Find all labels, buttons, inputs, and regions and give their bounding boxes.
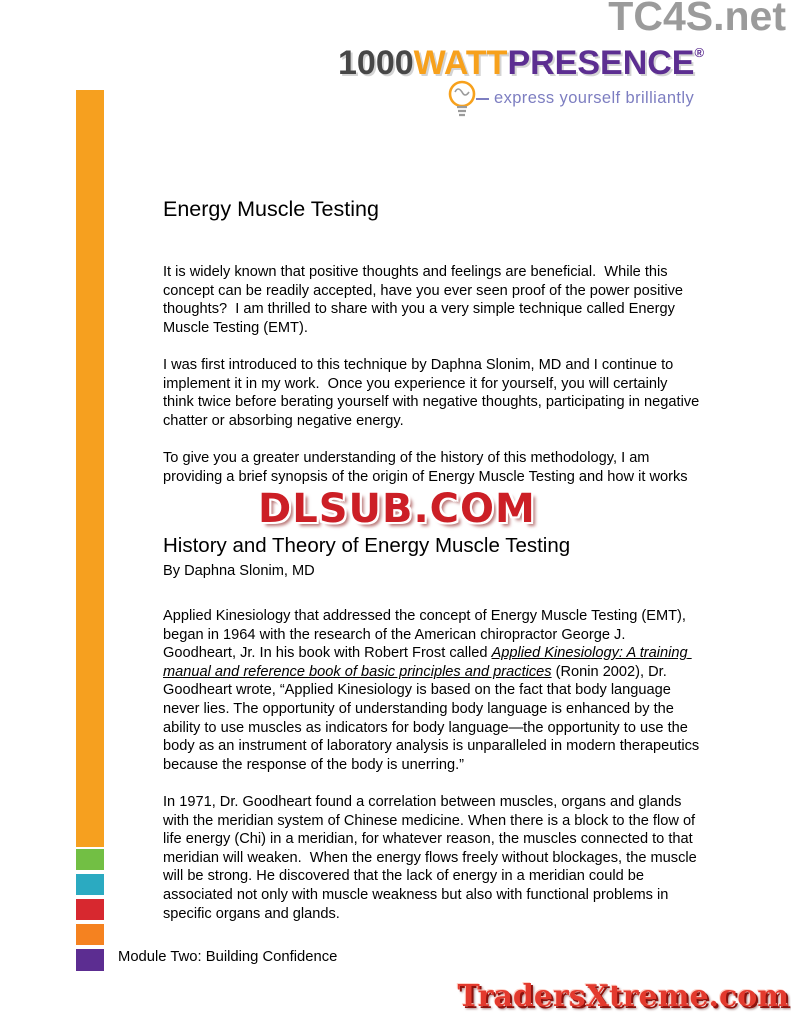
paragraph-intro: It is widely known that positive thoughts and feelings are beneficial. While this concept can be readily accepted, have you ever seen proof of the power positive thoughts? I am thrilled to share with you a very simple technique called Energy Muscle Testing (EMT). bbox=[163, 264, 688, 336]
paragraph-meridians: In 1971, Dr. Goodheart found a correlation between muscles, organs and glands with the meridian system of Chinese medicine. When there is a block to the flow of life energy (Chi) in a meridian, for whatever reason, the muscles connected to that meridian will weaken. When the energy flows freely without blockages, the muscle will be strong. He discovered that the lack of energy in a meridian could be associated not only with muscle weakness but also with functional problems in specific organs and glands. bbox=[163, 794, 701, 922]
sidebar-segment-teal bbox=[76, 874, 104, 895]
paragraph-text-before-book: Applied Kinesiology that addressed the concept of Energy Muscle Testing (EMT), began in 1964 with the research of the American chiropractor George J. Goodheart, Jr. In his book with Robert Frost called bbox=[163, 608, 691, 662]
dlsub-watermark: DLSUB.COM bbox=[258, 486, 536, 532]
page-title: Energy Muscle Testing bbox=[163, 197, 379, 221]
logo-wordmark bbox=[338, 46, 713, 80]
lightbulb-icon bbox=[444, 79, 480, 121]
registered-trademark-symbol: ® bbox=[694, 45, 705, 60]
book-title: Applied Kinesiology: A training manual and reference book of basic principles and practices bbox=[163, 645, 692, 680]
section-title: History and Theory of Energy Muscle Testing bbox=[163, 534, 571, 557]
byline: By Daphna Slonim, MD bbox=[163, 563, 315, 579]
tagline-dash bbox=[476, 98, 489, 100]
tc4s-watermark: TC4S.net bbox=[608, 0, 786, 39]
sidebar-segment-green bbox=[76, 849, 104, 870]
logo-1000watt-presence bbox=[338, 46, 713, 120]
logo-tagline: express yourself brilliantly bbox=[494, 89, 695, 107]
paragraph-history-intro: To give you a greater understanding of the history of this methodology, I am providing a brief synopsis of the origin of Energy Muscle Testing and how it works bbox=[163, 450, 688, 485]
paragraph-text-after-book: (Ronin 2002), Dr. Goodheart wrote, “Applied Kinesiology is based on the fact that body language never lies. The opportunity of understanding body language is enhanced by the ability to use muscles as indicators for body language—the opportunity to use the body as an instrument of laboratory analysis is unparalleled in modern therapeutics because the response of the body is unerring.” bbox=[163, 663, 704, 773]
sidebar-accent-bar bbox=[76, 90, 104, 847]
tradersxtreme-watermark: TradersXtreme.com bbox=[457, 979, 789, 1014]
paragraph-applied-kinesiology bbox=[163, 607, 704, 774]
sidebar-segment-purple bbox=[76, 949, 104, 971]
module-footer: Module Two: Building Confidence bbox=[118, 949, 338, 965]
paragraph-introduced: I was first introduced to this technique by Daphna Slonim, MD and I continue to implement it in my work. Once you experience it for yourself, you will certainly think twice before berating yourself with negative thoughts, participating in negative chatter or absorbing negative energy. bbox=[163, 357, 704, 429]
logo-text-1000: 1000 bbox=[338, 44, 414, 82]
logo-text-presence: PRESENCE bbox=[507, 44, 695, 82]
sidebar-segment-orange bbox=[76, 924, 104, 945]
logo-text-watt: WATT bbox=[413, 44, 508, 82]
sidebar-segment-red bbox=[76, 899, 104, 920]
